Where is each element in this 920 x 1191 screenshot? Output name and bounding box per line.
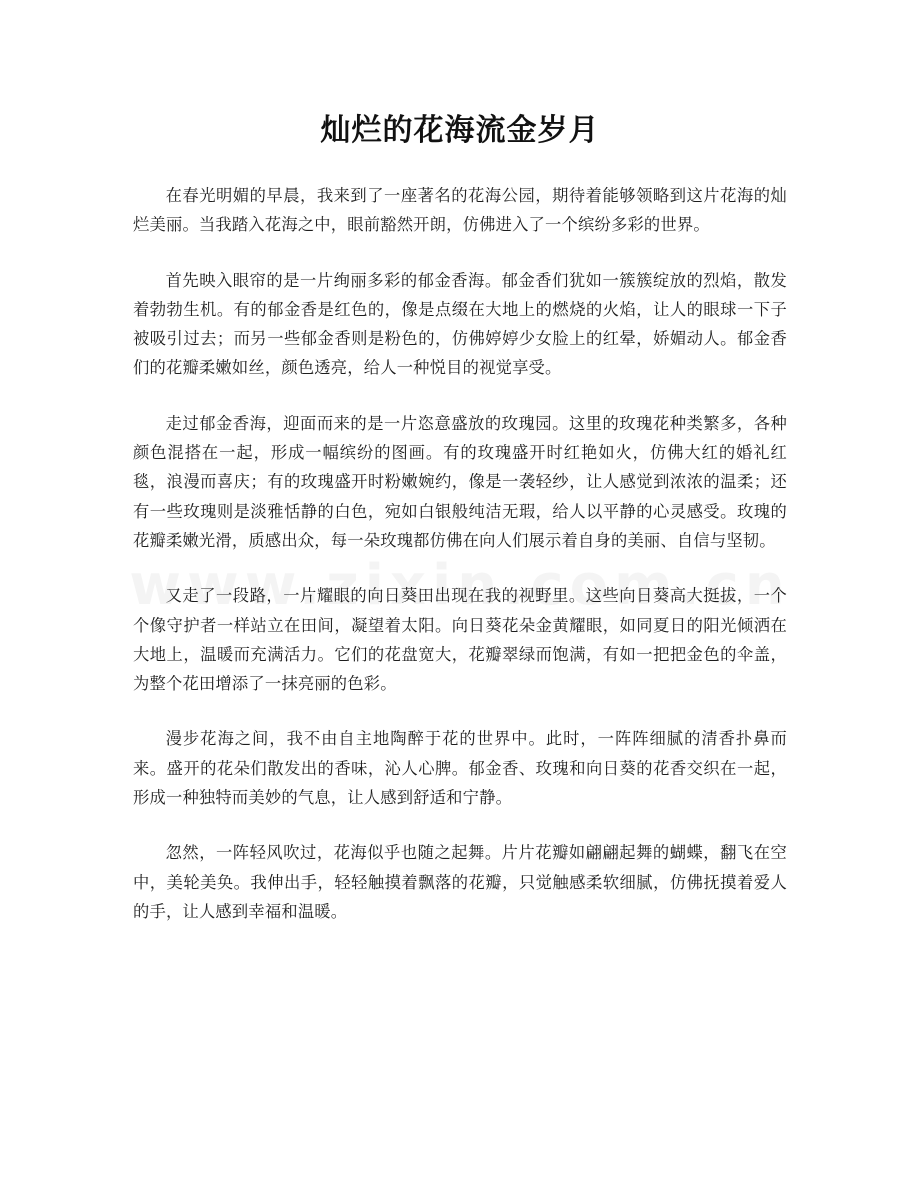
paragraph: 漫步花海之间，我不由自主地陶醉于花的世界中。此时，一阵阵细腻的清香扑鼻而来。盛开的花朵们散发出的香味，沁人心脾。郁金香、玫瑰和向日葵的花香交织在一起，形成一种独特而美妙的气息，让人感到舒适和宁静。 <box>133 729 787 808</box>
paragraph: 又走了一段路，一片耀眼的向日葵田出现在我的视野里。这些向日葵高大挺拔，一个个像守护者一样站立在田间，凝望着太阳。向日葵花朵金黄耀眼，如同夏日的阳光倾洒在大地上，温暖而充满活力。它们的花盘宽大，花瓣翠绿而饱满，有如一把把金色的伞盖，为整个花田增添了一抹亮丽的色彩。 <box>133 586 787 694</box>
paragraph: 忽然，一阵轻风吹过，花海似乎也随之起舞。片片花瓣如翩翩起舞的蝴蝶，翻飞在空中，美轮美奂。我伸出手，轻轻触摸着飘落的花瓣，只觉触感柔软细腻，仿佛抚摸着爱人的手，让人感到幸福和温暖。 <box>133 843 787 921</box>
paragraph: 走过郁金香海，迎面而来的是一片恣意盛放的玫瑰园。这里的玫瑰花种类繁多，各种颜色混搭在一起，形成一幅缤纷的图画。有的玫瑰盛开时红艳如火，仿佛大红的婚礼红毯，浪漫而喜庆；有的玫瑰盛开时粉嫩婉约，像是一袭轻纱，让人感觉到浓浓的温柔；还有一些玫瑰则是淡雅恬静的白色，宛如白银般纯洁无瑕，给人以平静的心灵感受。玫瑰的花瓣柔嫩光滑，质感出众，每一朵玫瑰都仿佛在向人们展示着自身的美丽、自信与坚韧。 <box>133 413 787 550</box>
document-title: 灿烂的花海流金岁月 <box>320 113 600 148</box>
paragraph: 在春光明媚的早晨，我来到了一座著名的花海公园，期待着能够领略到这片花海的灿烂美丽。当我踏入花海之中，眼前豁然开朗，仿佛进入了一个缤纷多彩的世界。 <box>133 186 787 235</box>
document-body <box>133 181 787 952</box>
paragraph: 首先映入眼帘的是一片绚丽多彩的郁金香海。郁金香们犹如一簇簇绽放的烈焰，散发着勃勃生机。有的郁金香是红色的，像是点缀在大地上的燃烧的火焰，让人的眼球一下子被吸引过去；而另一些郁金香则是粉色的，仿佛婷婷少女脸上的红晕，娇媚动人。郁金香们的花瓣柔嫩如丝，颜色透亮，给人一种悦目的视觉享受。 <box>133 270 787 378</box>
